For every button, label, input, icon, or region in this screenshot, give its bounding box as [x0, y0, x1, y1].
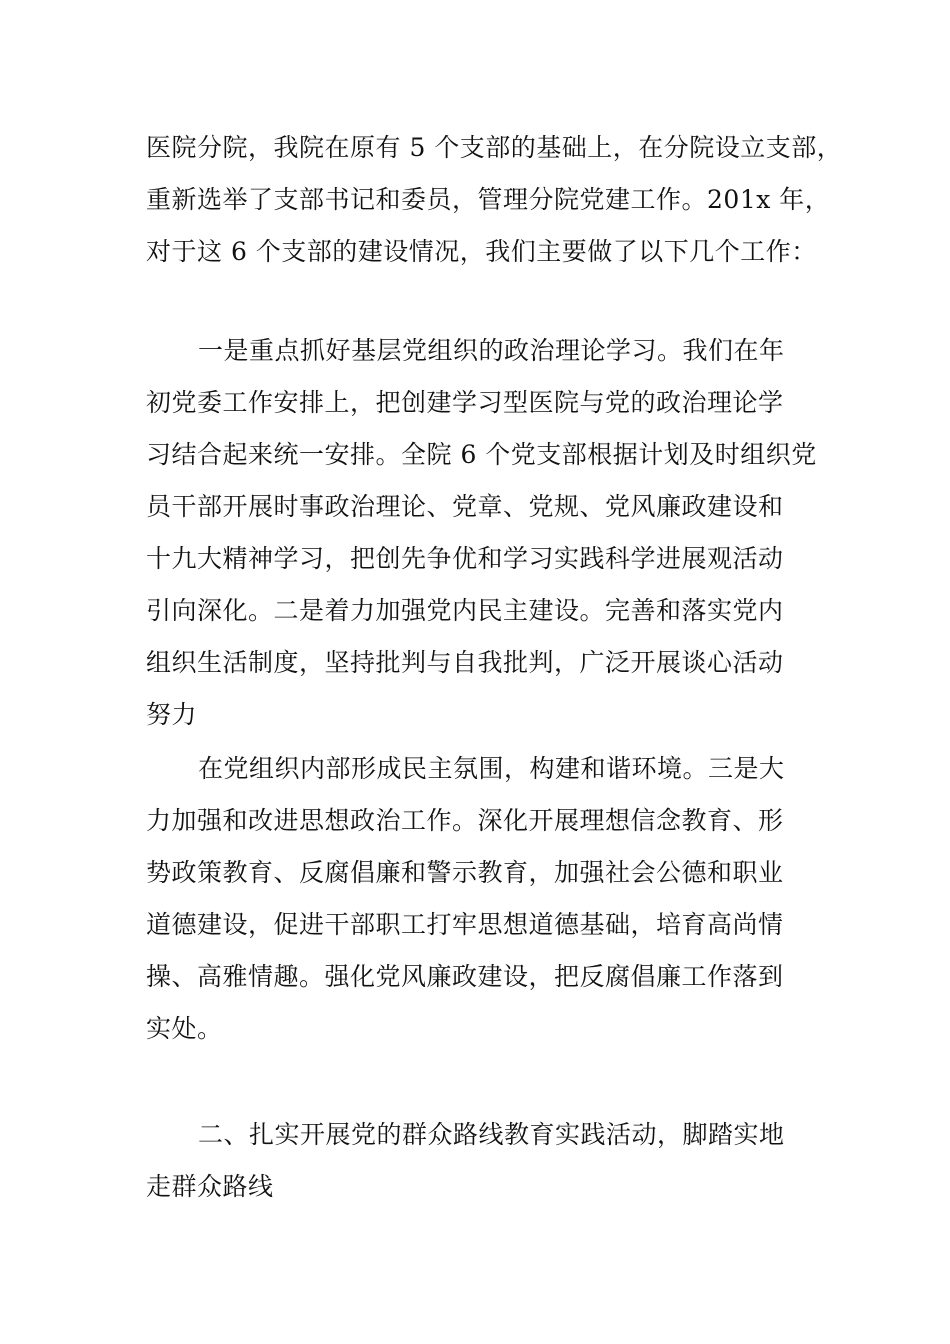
- text-line: 十九大精神学习，把创先争优和学习实践科学进展观活动: [146, 544, 784, 573]
- text-line: 力加强和改进思想政治工作。深化开展理想信念教育、形: [146, 806, 784, 835]
- text-line: 操、高雅情趣。强化党风廉政建设，把反腐倡廉工作落到: [146, 962, 784, 991]
- text-line: 对于这 6 个支部的建设情况，我们主要做了以下几个工作：: [146, 237, 817, 266]
- text-line: 员干部开展时事政治理论、党章、党规、党风廉政建设和: [146, 492, 784, 521]
- paragraph-4: [146, 1109, 812, 1213]
- paragraph-2: [146, 325, 817, 741]
- text-line: 医院分院，我院在原有 5 个支部的基础上，在分院设立支部，: [146, 133, 843, 162]
- text-line: 引向深化。二是着力加强党内民主建设。完善和落实党内: [146, 596, 784, 625]
- section-heading-line: 二、扎实开展党的群众路线教育实践活动，脚踏实地: [198, 1120, 785, 1149]
- text-line: 一是重点抓好基层党组织的政治理论学习。我们在年: [198, 336, 785, 365]
- paragraph-3: [146, 743, 812, 1055]
- text-line: 道德建设，促进干部职工打牢思想道德基础，培育高尚情: [146, 910, 784, 939]
- text-line: 努力: [146, 700, 198, 729]
- text-line: 习结合起来统一安排。全院 6 个党支部根据计划及时组织党: [146, 440, 817, 469]
- text-line: 组织生活制度，坚持批判与自我批判，广泛开展谈心活动: [146, 648, 784, 677]
- section-heading-line: 走群众路线: [146, 1172, 274, 1201]
- text-line: 初党委工作安排上，把创建学习型医院与党的政治理论学: [146, 388, 784, 417]
- text-line: 在党组织内部形成民主氛围，构建和谐环境。三是大: [198, 754, 785, 783]
- text-line: 实处。: [146, 1014, 223, 1043]
- paragraph-1: [146, 122, 843, 278]
- text-line: 势政策教育、反腐倡廉和警示教育，加强社会公德和职业: [146, 858, 784, 887]
- text-line: 重新选举了支部书记和委员，管理分院党建工作。201x 年，: [146, 185, 831, 214]
